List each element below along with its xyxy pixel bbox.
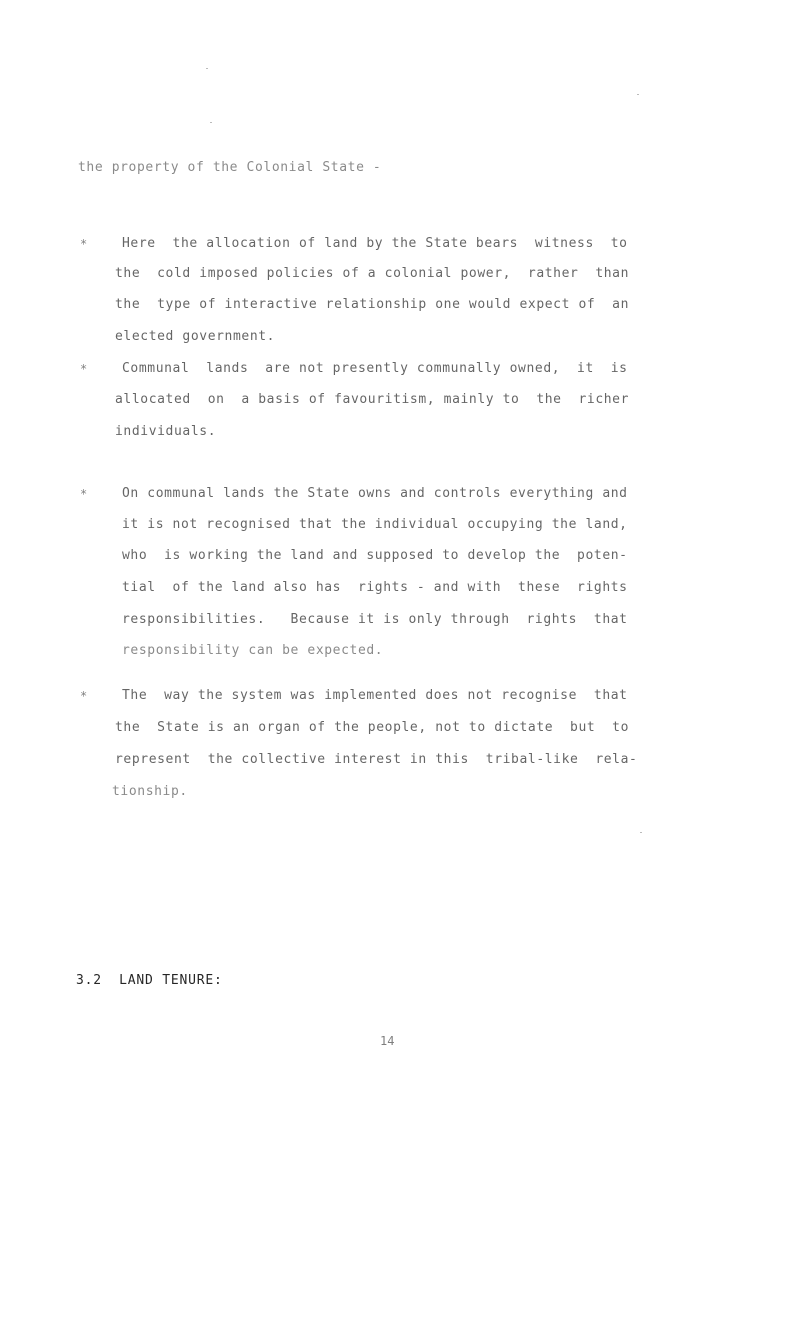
scan-speck: [210, 122, 212, 123]
paragraph-3-line-6: responsibility can be expected.: [122, 643, 384, 658]
scan-speck: [637, 94, 639, 95]
paragraph-4-line-2: the State is an organ of the people, not to dictate but to: [115, 720, 630, 735]
paragraph-2-line-1: Communal lands are not presently communally owned, it is: [122, 361, 628, 376]
paragraph-3-line-1: On communal lands the State owns and controls everything and: [122, 486, 628, 501]
paragraph-4-line-1: The way the system was implemented does not recognise that: [122, 688, 628, 703]
page-number: 14: [380, 1034, 395, 1048]
intro-line: the property of the Colonial State -: [78, 160, 382, 175]
bullet-marker: *: [80, 487, 88, 501]
scan-speck: [206, 68, 208, 69]
scan-speck: [640, 832, 642, 833]
paragraph-3-line-4: tial of the land also has rights - and with these rights: [122, 580, 628, 595]
paragraph-3-line-2: it is not recognised that the individual occupying the land,: [122, 517, 628, 532]
paragraph-1-line-3: the type of interactive relationship one would expect of an: [115, 297, 630, 312]
paragraph-4-line-4: tionship.: [112, 784, 188, 799]
bullet-marker: *: [80, 362, 88, 376]
section-heading: 3.2 LAND TENURE:: [76, 973, 223, 988]
paragraph-4-line-3: represent the collective interest in this tribal-like rela-: [115, 752, 638, 767]
paragraph-2-line-3: individuals.: [115, 424, 217, 439]
bullet-marker: *: [80, 689, 88, 703]
paragraph-1-line-4: elected government.: [115, 329, 276, 344]
bullet-marker: *: [80, 237, 88, 251]
paragraph-1-line-2: the cold imposed policies of a colonial power, rather than: [115, 266, 630, 281]
paragraph-3-line-3: who is working the land and supposed to develop the poten-: [122, 548, 628, 563]
paragraph-2-line-2: allocated on a basis of favouritism, mainly to the richer: [115, 392, 630, 407]
paragraph-3-line-5: responsibilities. Because it is only through rights that: [122, 612, 628, 627]
paragraph-1-line-1: Here the allocation of land by the State bears witness to: [122, 236, 628, 251]
